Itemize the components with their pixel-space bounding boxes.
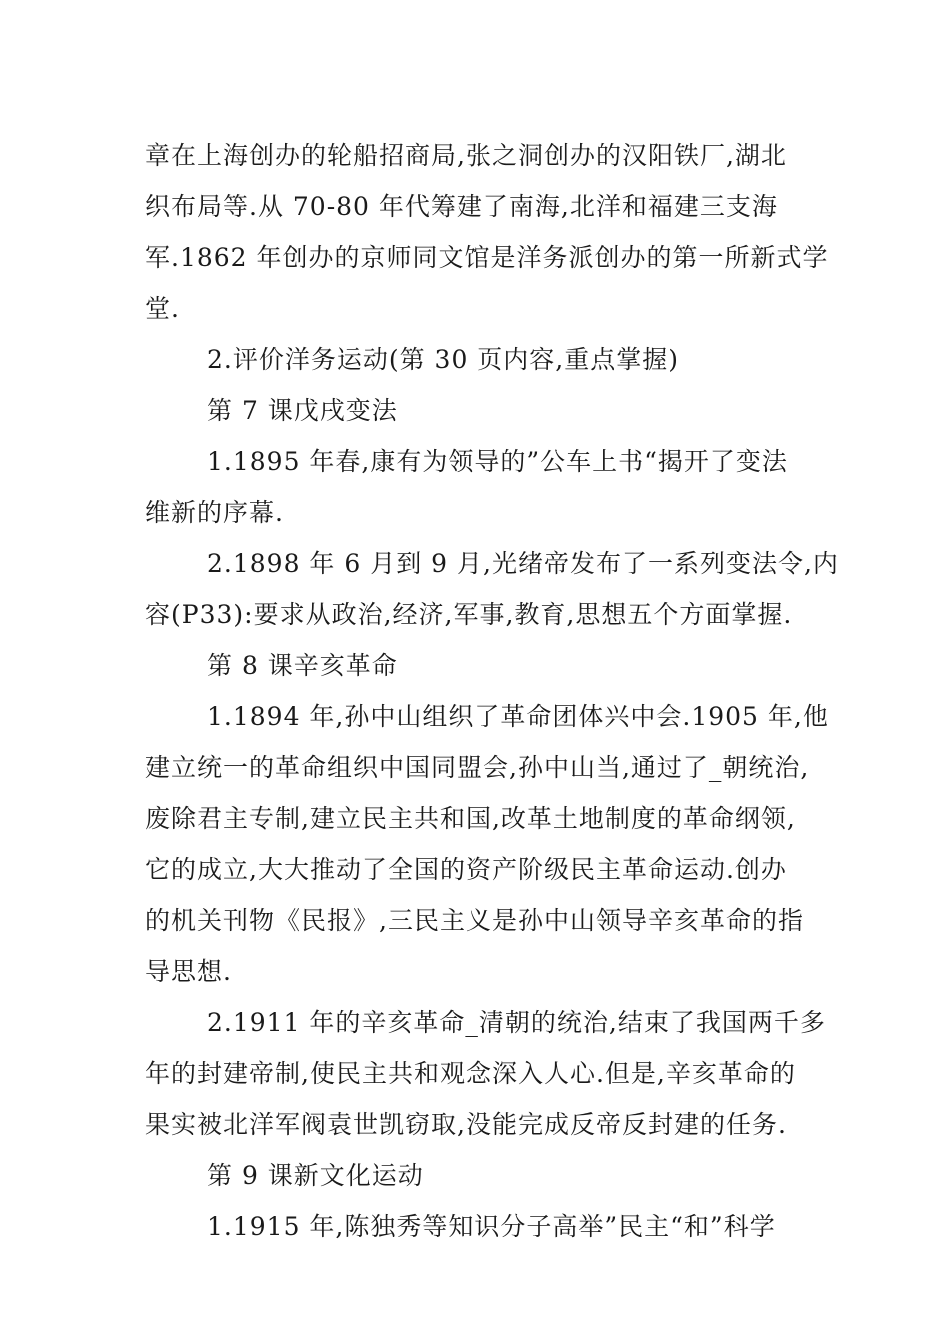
text-line: 维新的序幕. [145, 498, 284, 527]
lesson-heading: 第 9 课新文化运动 [207, 1161, 424, 1190]
text-line: 容(P33):要求从政治,经济,军事,教育,思想五个方面掌握. [145, 600, 793, 629]
text-line: 2.1911 年的辛亥革命_清朝的统治,结束了我国两千多 [207, 1008, 826, 1037]
text-line: 它的成立,大大推动了全国的资产阶级民主革命运动.创办 [145, 855, 787, 884]
text-line: 1.1894 年,孙中山组织了革命团体兴中会.1905 年,他 [207, 702, 829, 731]
text-line: 章在上海创办的轮船招商局,张之洞创办的汉阳铁厂,湖北 [145, 141, 787, 170]
text-line: 军.1862 年创办的京师同文馆是洋务派创办的第一所新式学 [145, 243, 829, 272]
text-line: 2.1898 年 6 月到 9 月,光绪帝发布了一系列变法令,内 [207, 549, 839, 578]
text-line: 2.评价洋务运动(第 30 页内容,重点掌握) [207, 345, 680, 374]
text-line: 的机关刊物《民报》,三民主义是孙中山领导辛亥革命的指 [145, 906, 804, 935]
document-body [145, 130, 839, 1252]
text-line: 导思想. [145, 957, 232, 986]
text-line: 废除君主专制,建立民主共和国,改革土地制度的革命纲领, [145, 804, 796, 833]
text-line: 织布局等.从 70-80 年代筹建了南海,北洋和福建三支海 [145, 192, 778, 221]
text-line: 1.1915 年,陈独秀等知识分子高举”民主“和”科学 [207, 1212, 776, 1241]
text-line: 年的封建帝制,使民主共和观念深入人心.但是,辛亥革命的 [145, 1059, 796, 1088]
text-line: 果实被北洋军阀袁世凯窃取,没能完成反帝反封建的任务. [145, 1110, 787, 1139]
lesson-heading: 第 8 课辛亥革命 [207, 651, 398, 680]
text-line: 堂. [145, 294, 180, 323]
text-line: 1.1895 年春,康有为领导的”公车上书“揭开了变法 [207, 447, 788, 476]
lesson-heading: 第 7 课戊戌变法 [207, 396, 398, 425]
text-line: 建立统一的革命组织中国同盟会,孙中山当,通过了_朝统治, [145, 753, 810, 782]
